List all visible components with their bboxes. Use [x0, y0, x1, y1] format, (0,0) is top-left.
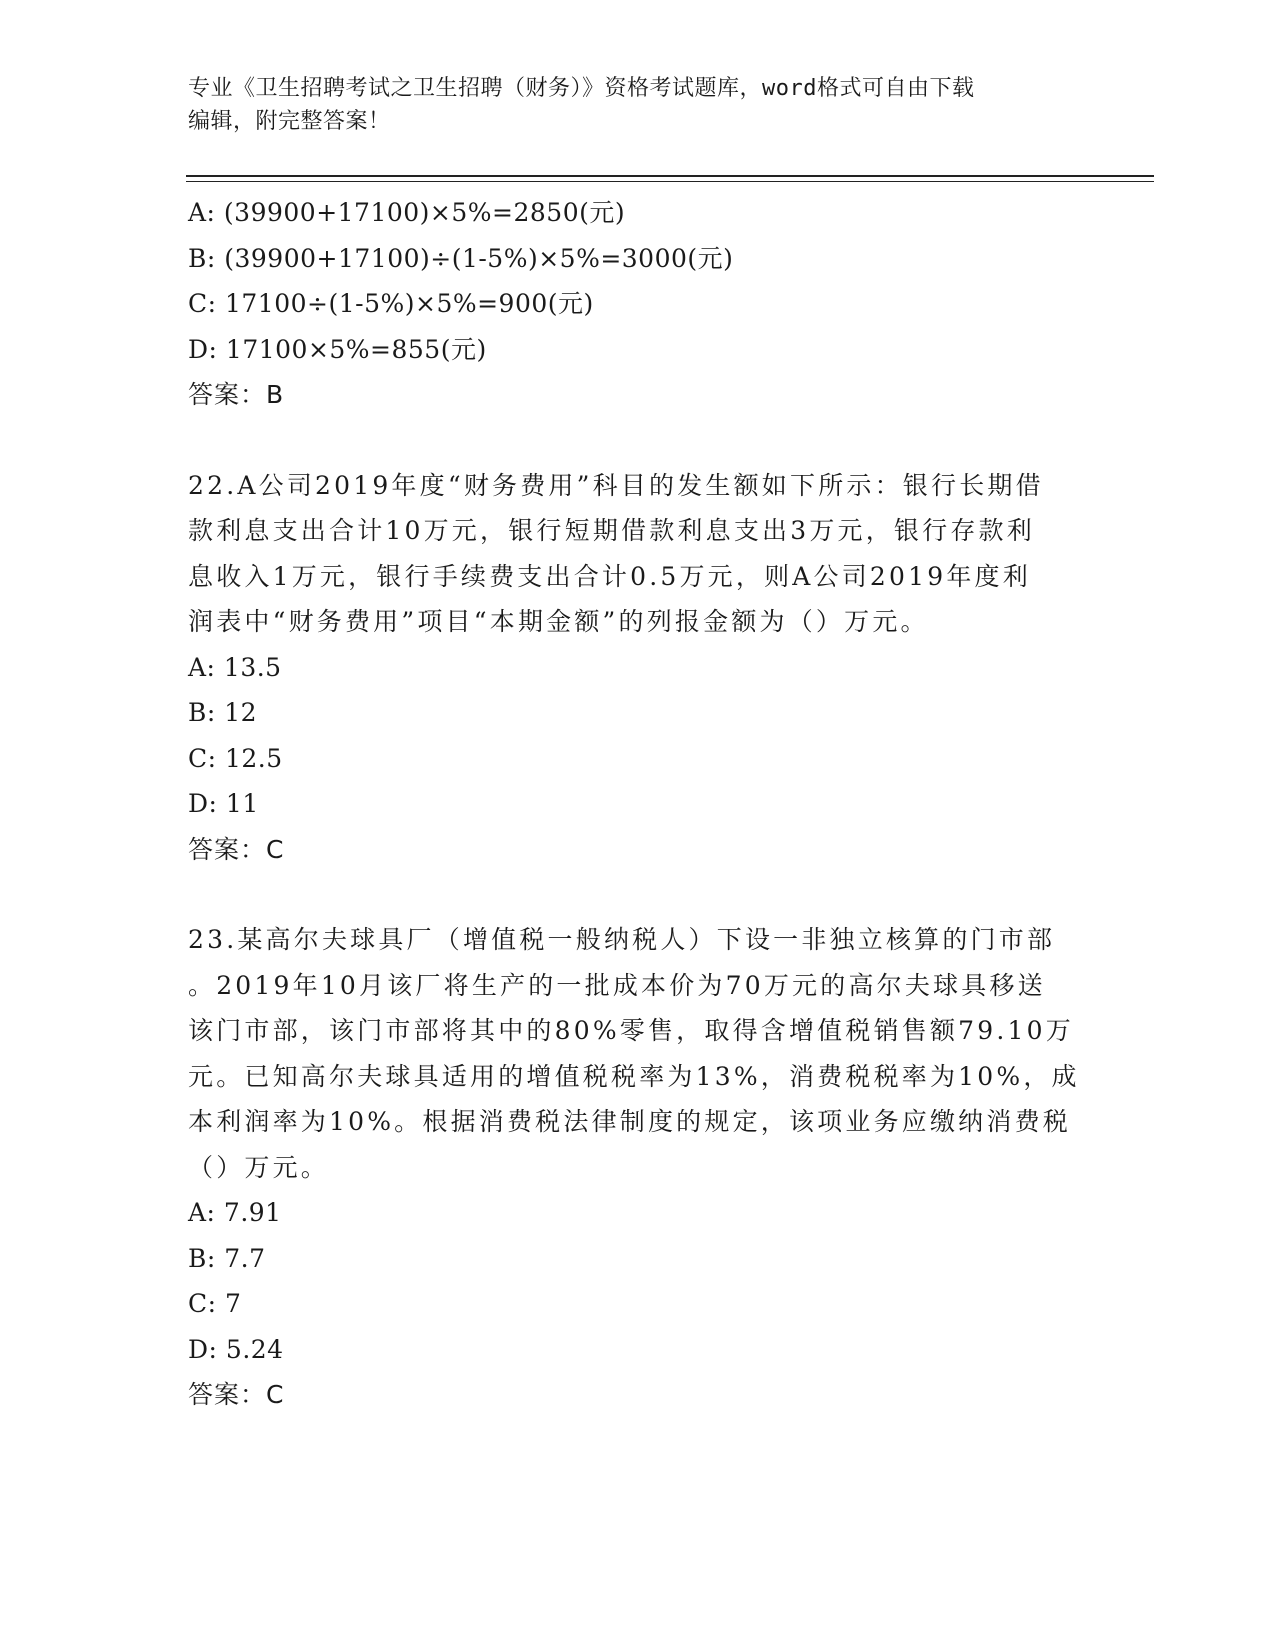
document-header	[188, 72, 1068, 138]
header-divider-thick	[186, 175, 1154, 177]
option-c: C: 12.5	[188, 743, 283, 773]
header-line-1: 专业《卫生招聘考试之卫生招聘（财务）》资格考试题库，word格式可自由下载	[188, 76, 975, 101]
option-b: B: 12	[188, 698, 258, 727]
answer-label: 答案：C	[188, 834, 285, 864]
question-text-line: 22.A公司2019年度“财务费用”科目的发生额如下所示：银行长期借	[188, 470, 1044, 500]
option-c: C: 7	[188, 1289, 242, 1318]
option-d: D: 11	[188, 789, 259, 818]
question-text-line: 元。已知高尔夫球具适用的增值税税率为13%，消费税税率为10%，成	[188, 1061, 1080, 1091]
option-b: B: (39900+17100)÷(1-5%)×5%=3000(元)	[188, 243, 734, 273]
option-a: A: 7.91	[188, 1198, 282, 1227]
question-text-line: 该门市部，该门市部将其中的80%零售，取得含增值税销售额79.10万	[188, 1016, 1074, 1045]
question-text-line: 23.某高尔夫球具厂（增值税一般纳税人）下设一非独立核算的门市部	[188, 925, 1056, 954]
option-b: B: 7.7	[188, 1243, 266, 1273]
question-21	[188, 190, 1088, 418]
option-d: D: 17100×5%=855(元)	[188, 334, 487, 364]
header-line-2: 编辑，附完整答案！	[188, 109, 391, 134]
question-text-line: 润表中“财务费用”项目“本期金额”的列报金额为（）万元。	[188, 607, 929, 636]
question-22	[188, 463, 1088, 873]
header-divider-thin	[186, 181, 1154, 182]
option-d: D: 5.24	[188, 1334, 284, 1364]
option-c: C: 17100÷(1-5%)×5%=900(元)	[188, 289, 594, 318]
spacer	[188, 418, 1088, 463]
option-a: A: 13.5	[188, 652, 282, 682]
question-text-line: 款利息支出合计10万元，银行短期借款利息支出3万元，银行存款利	[188, 516, 1035, 545]
answer-label: 答案：B	[188, 380, 285, 409]
question-23	[188, 917, 1088, 1418]
spacer	[188, 872, 1088, 917]
question-text-line: 本利润率为10%。根据消费税法律制度的规定，该项业务应缴纳消费税	[188, 1107, 1071, 1136]
question-text-line: （）万元。	[188, 1152, 330, 1182]
option-a: A: (39900+17100)×5%=2850(元)	[188, 198, 626, 227]
question-text-line: 息收入1万元，银行手续费支出合计0.5万元，则A公司2019年度利	[188, 561, 1031, 591]
question-list	[188, 190, 1088, 1418]
answer-label: 答案：C	[188, 1380, 285, 1409]
question-text-line: 。2019年10月该厂将生产的一批成本价为70万元的高尔夫球具移送	[188, 970, 1046, 1000]
